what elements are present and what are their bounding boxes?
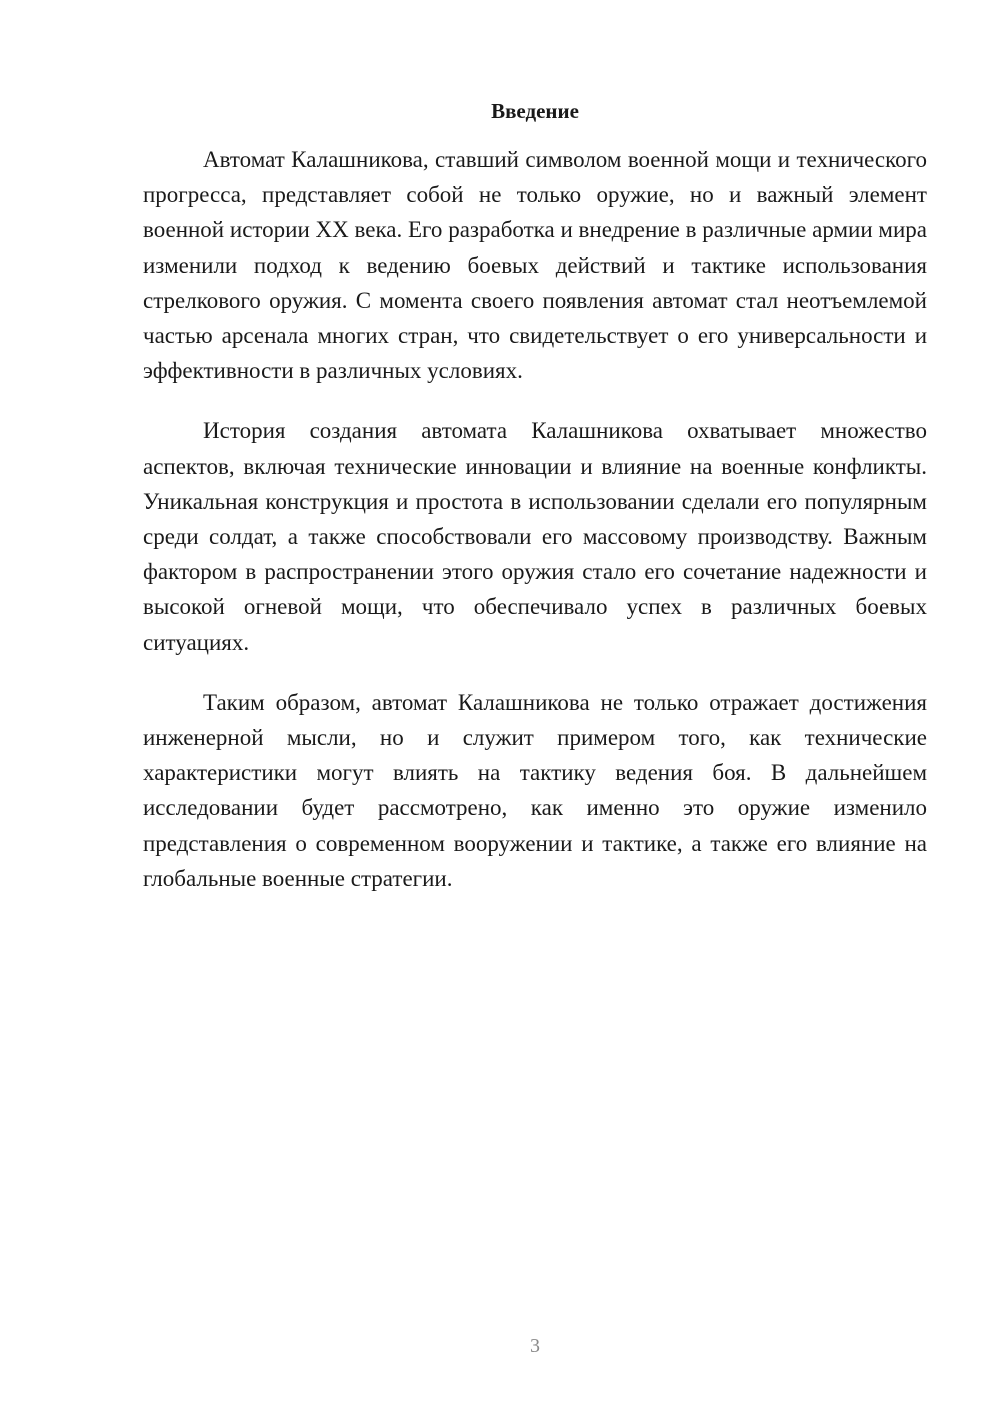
paragraph-3: Таким образом, автомат Калашникова не только отражает достижения инженерной мысли, но и служит примером того, как технические характеристики могут влиять на тактику ведения боя. В дальнейшем исследовании будет рассмотрено, как именно это оружие изменило представления о современном вооружении и тактике, а также его влияние на глобальные военные стратегии. — [143, 689, 927, 891]
page-number: 3 — [530, 1335, 540, 1357]
paragraph-2: История создания автомата Калашникова охватывает множество аспектов, включая технические инновации и влияние на военные конфликты. Уникальная конструкция и простота в использовании сделали его популярным среди солдат, а также способствовали его массовому производству. Важным фактором в распространении этого оружия стало его сочетание надежности и высокой огневой мощи, что обеспечивало успех в различных боевых ситуациях. — [143, 418, 927, 655]
section-heading: Введение — [491, 99, 579, 123]
paragraph-1: Автомат Калашникова, ставший символом военной мощи и технического прогресса, представляет собой не только оружие, но и важный элемент военной истории XX века. Его разработка и внедрение в различные армии мира изменили подход к ведению боевых действий и тактике использования стрелкового оружия. С момента своего появления автомат стал неотъемлемой частью арсенала многих стран, что свидетельствует о его универсальности и эффективности в различных условиях. — [143, 147, 927, 384]
body-text — [143, 142, 927, 921]
